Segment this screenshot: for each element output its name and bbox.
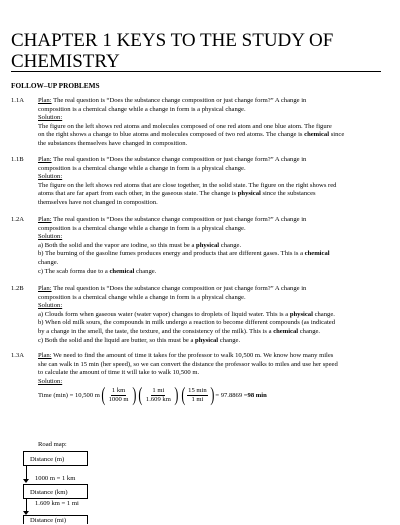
answer-term: physical (289, 310, 313, 318)
solution-label: Solution: (38, 114, 63, 122)
solution-text: change. (219, 241, 242, 249)
solution-label: Solution: (38, 302, 63, 310)
title-rule (11, 71, 381, 72)
fraction-numerator: 1 km (111, 386, 126, 394)
plan-text: The real question is “Does the substance change composition or just change form?” A change in (51, 216, 307, 223)
solution-text: since the substances (260, 190, 316, 198)
fraction-denominator: 1.609 km (145, 395, 171, 403)
plan-text: The real question is “Does the substance change composition or just change form?” A change in (51, 97, 307, 104)
answer-term: physical (195, 336, 219, 344)
plan-text: to calculate the amount of time it will take to walk 10,500 m. (38, 369, 200, 377)
solution-text: on the right shows a change to blue atoms and molecules composed of two red atoms. The change is (38, 131, 305, 139)
solution-text: The figure on the left shows red atoms that are close together, in the solid state. The figure on the right shows red (38, 181, 337, 189)
answer-term: chemical (304, 250, 330, 258)
equation-lhs: Time (min) = 10,500 m (38, 391, 100, 399)
plan-label: Plan: (38, 156, 52, 163)
solution-label: Solution: (38, 233, 63, 241)
solution-text: a) Both the solid and the vapor are iodine, so this must be a (38, 241, 197, 249)
fraction-mi-per-km (145, 387, 172, 404)
plan-text: she can walk in 15 min (her speed), so we can convert the distance the professor walks to miles and use her speed (38, 360, 338, 368)
equation-result: = 97.8869 = (215, 391, 248, 399)
solution-text: change. (312, 310, 335, 318)
answer-term: chemical (109, 267, 135, 275)
problem-number: 1.2A (11, 216, 25, 223)
solution-text: change. (218, 336, 241, 344)
solution-text: The figure on the left shows red atoms and molecules composed of one red atom and one blue atom. The figure (38, 122, 332, 130)
solution-text: b) When old milk sours, the compounds in milk undergo a reaction to become different compounds (as indicated (38, 319, 336, 327)
solution-text: change. (38, 258, 59, 266)
solution-label: Solution: (38, 377, 63, 385)
solution-text: change. (298, 327, 321, 335)
road-map-box-meters: Distance (m) (23, 451, 88, 466)
section-heading: FOLLOW–UP PROBLEMS (11, 81, 100, 90)
plan-text: The real question is “Does the substance change composition or just change form?” A change in (51, 156, 307, 163)
fraction-denominator: 1000 m (108, 395, 129, 403)
solution-text: b) The burning of the gasoline fumes produces energy and products that are different gases. This is a (38, 250, 305, 258)
solution-text: the substances themselves have changed in composition. (38, 139, 188, 147)
solution-text: atoms that are far apart from each other, in the gaseous state. The change is (38, 190, 238, 198)
road-map-label: Road map: (38, 441, 67, 448)
road-map-connector (26, 466, 27, 479)
equation-answer: 98 min (247, 391, 267, 399)
answer-term: chemical (304, 131, 330, 139)
road-map-step-1: 1000 m = 1 km (35, 475, 76, 482)
fraction-min-per-mi (187, 387, 208, 404)
problem-number: 1.2B (11, 285, 24, 292)
plan-label: Plan: (38, 216, 52, 223)
road-map-connector (26, 499, 27, 511)
open-paren: ( (138, 384, 143, 406)
plan-text: composition is a chemical change while a change in form is a physical change. (38, 105, 246, 113)
close-paren: ) (131, 384, 136, 406)
plan-text: composition is a chemical change while a change in form is a physical change. (38, 164, 246, 172)
fraction-numerator: 1 mi (152, 386, 165, 394)
plan-label: Plan: (38, 285, 52, 292)
problem-number: 1.3A (11, 352, 25, 359)
problem-number: 1.1B (11, 156, 24, 163)
solution-text: c) The scab forms due to a (38, 267, 110, 275)
plan-label: Plan: (38, 97, 52, 104)
answer-term: physical (196, 241, 220, 249)
solution-text: change. (134, 267, 157, 275)
problem-number: 1.1A (11, 97, 25, 104)
plan-text: The real question is “Does the substance change composition or just change form?” A change in (51, 285, 307, 292)
solution-text: since (329, 131, 345, 139)
fraction-denominator: 1 mi (191, 395, 204, 403)
road-map-box-km: Distance (km) (23, 484, 88, 499)
road-map-step-2: 1.609 km = 1 mi (35, 500, 79, 507)
chapter-title: CHAPTER 1 KEYS TO THE STUDY OF CHEMISTRY (11, 30, 334, 72)
solution-text: themselves have not changed in composition. (38, 198, 158, 206)
solution-text: c) Both the solid and the liquid are butter, so this must be a (38, 336, 196, 344)
open-paren: ( (101, 384, 106, 406)
plan-text: We need to find the amount of time it takes for the professor to walk 10,500 m. We know how many miles (51, 352, 334, 359)
close-paren: ) (210, 384, 215, 406)
open-paren: ( (180, 384, 185, 406)
plan-label: Plan: (38, 352, 52, 359)
fraction-numerator: 15 min (188, 386, 207, 394)
road-map-box-mi: Distance (mi) (23, 515, 88, 524)
answer-term: chemical (273, 327, 299, 335)
down-arrow-icon (23, 479, 29, 483)
conversion-equation (38, 385, 267, 405)
solution-text: by a change in the smell, the taste, the texture, and the consistency of the milk). This is a (38, 327, 274, 335)
close-paren: ) (174, 384, 179, 406)
solution-label: Solution: (38, 173, 63, 181)
solution-text: a) Clouds form when gaseous water (water vapor) changes to droplets of liquid water. This is a (38, 310, 290, 318)
answer-term: physical (237, 190, 261, 198)
fraction-km-per-m (108, 387, 130, 404)
plan-text: composition is a chemical change while a change in form is a physical change. (38, 224, 246, 232)
plan-text: composition is a chemical change while a change in form is a physical change. (38, 293, 246, 301)
